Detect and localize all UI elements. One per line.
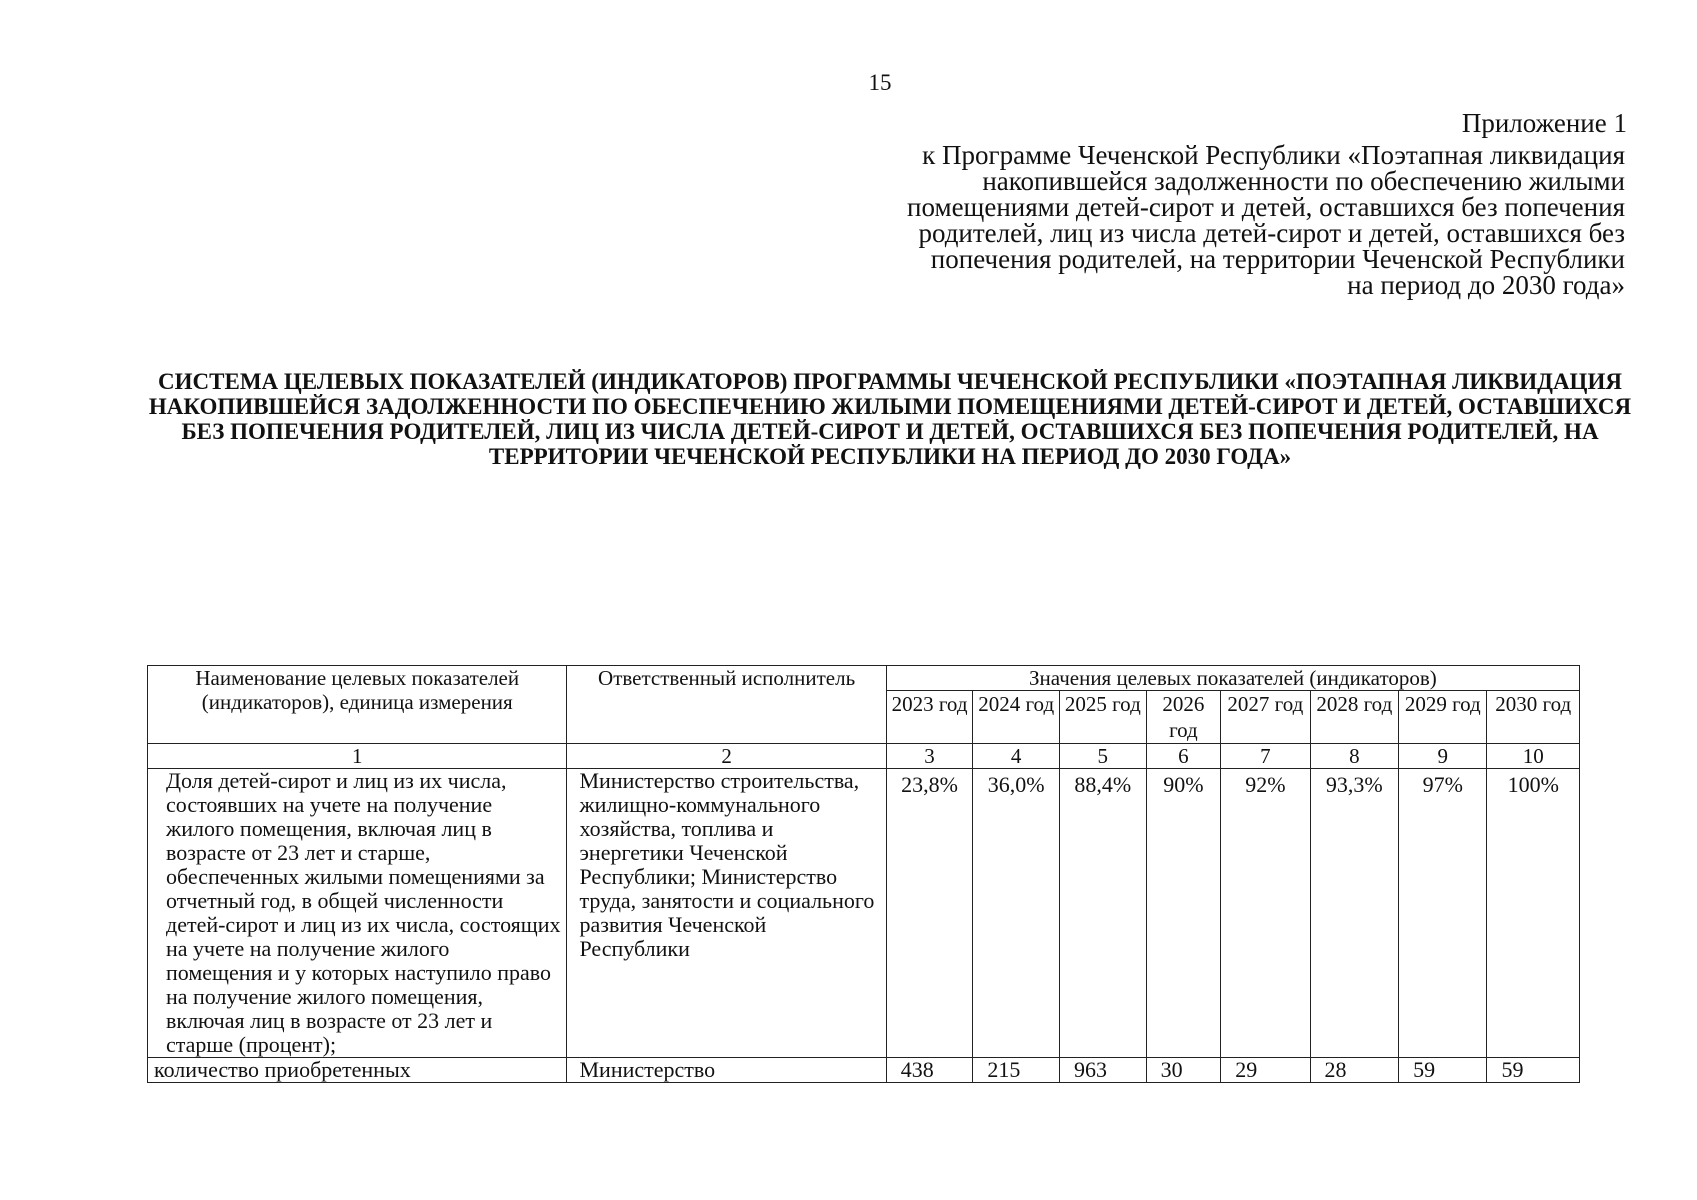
- indicator-value: 438: [886, 1058, 973, 1083]
- column-number: 8: [1310, 744, 1399, 769]
- header-row: [148, 666, 1580, 691]
- year-cell: 2029 год: [1399, 691, 1487, 744]
- document-title: СИСТЕМА ЦЕЛЕВЫХ ПОКАЗАТЕЛЕЙ (ИНДИКАТОРОВ) ПРОГРАММЫ ЧЕЧЕНСКОЙ РЕСПУБЛИКИ «ПОЭТАПНАЯ ЛИКВИДАЦИЯ НАКОПИВШЕЙСЯ ЗАДОЛЖЕННОСТИ ПО ОБЕСПЕЧЕНИЮ ЖИЛЫМИ ПОМЕЩЕНИЯМИ ДЕТЕЙ-СИРОТ И ДЕТЕЙ, ОСТАВШИХСЯ БЕЗ ПОПЕЧЕНИЯ РОДИТЕЛЕЙ, ЛИЦ ИЗ ЧИСЛА ДЕТЕЙ-СИРОТ И ДЕТЕЙ, ОСТАВШИХСЯ БЕЗ ПОПЕЧЕНИЯ РОДИТЕЛЕЙ, НА ТЕРРИТОРИИ ЧЕЧЕНСКОЙ РЕСПУБЛИКИ НА ПЕРИОД ДО 2030 ГОДА»: [148, 369, 1632, 469]
- header-values: Значения целевых показателей (индикаторов): [886, 666, 1579, 691]
- indicator-value: 92%: [1221, 769, 1310, 1058]
- indicator-value: 59: [1399, 1058, 1487, 1083]
- column-number: 7: [1221, 744, 1310, 769]
- header-executor: Ответственный исполнитель: [567, 666, 886, 744]
- year-cell: 2030 год: [1487, 691, 1580, 744]
- column-number: 4: [973, 744, 1060, 769]
- column-number: 3: [886, 744, 973, 769]
- column-number: 2: [567, 744, 886, 769]
- column-number: 10: [1487, 744, 1580, 769]
- table-row: [148, 1058, 1580, 1083]
- year-cell: 2024 год: [973, 691, 1060, 744]
- column-number: 5: [1059, 744, 1146, 769]
- indicator-value: 23,8%: [886, 769, 973, 1058]
- indicator-name: количество приобретенных: [148, 1058, 567, 1083]
- page-number: 15: [868, 70, 892, 95]
- year-cell: 2023 год: [886, 691, 973, 744]
- year-cell: 2027 год: [1221, 691, 1310, 744]
- indicator-value: 100%: [1487, 769, 1580, 1058]
- indicator-value: 88,4%: [1059, 769, 1146, 1058]
- year-cell: 2028 год: [1310, 691, 1399, 744]
- header-name: Наименование целевых показателей (индикаторов), единица измерения: [148, 666, 567, 744]
- indicator-value: 963: [1059, 1058, 1146, 1083]
- indicator-value: 30: [1146, 1058, 1221, 1083]
- column-number: 1: [148, 744, 567, 769]
- indicator-executor: Министерство строительства, жилищно-коммунального хозяйства, топлива и энергетики Чеченской Республики; Министерство труда, занятости и социального развития Чеченской Республики: [567, 769, 886, 1058]
- indicator-value: 29: [1221, 1058, 1310, 1083]
- indicators-table: [147, 665, 1580, 1083]
- indicator-value: 59: [1487, 1058, 1580, 1083]
- indicator-value: 215: [973, 1058, 1060, 1083]
- column-number: 9: [1399, 744, 1487, 769]
- column-numbers-row: [148, 744, 1580, 769]
- indicator-executor: Министерство: [567, 1058, 886, 1083]
- indicator-value: 97%: [1399, 769, 1487, 1058]
- indicator-value: 36,0%: [973, 769, 1060, 1058]
- appendix-label: Приложение 1: [1461, 108, 1627, 138]
- table-row: [148, 769, 1580, 1058]
- year-cell: 2026 год: [1146, 691, 1221, 744]
- indicator-value: 28: [1310, 1058, 1399, 1083]
- appendix-text: к Программе Чеченской Республики «Поэтапная ликвидация накопившейся задолженности по обеспечению жилыми помещениями детей-сирот и детей, оставшихся без попечения родителей, лиц из числа детей-сирот и детей, оставшихся без попечения родителей, на территории Чеченской Республики на период до 2030 года»: [907, 140, 1625, 300]
- column-number: 6: [1146, 744, 1221, 769]
- indicator-name: Доля детей-сирот и лиц из их числа, состоявших на учете на получение жилого помещения, включая лиц в возрасте от 23 лет и старше, обеспеченных жилыми помещениями за отчетный год, в общей численности детей-сирот и лиц из их числа, состоящих на учете на получение жилого помещения и у которых наступило право на получение жилого помещения, включая лиц в возрасте от 23 лет и старше (процент);: [148, 769, 567, 1058]
- indicator-value: 90%: [1146, 769, 1221, 1058]
- indicator-value: 93,3%: [1310, 769, 1399, 1058]
- year-cell: 2025 год: [1059, 691, 1146, 744]
